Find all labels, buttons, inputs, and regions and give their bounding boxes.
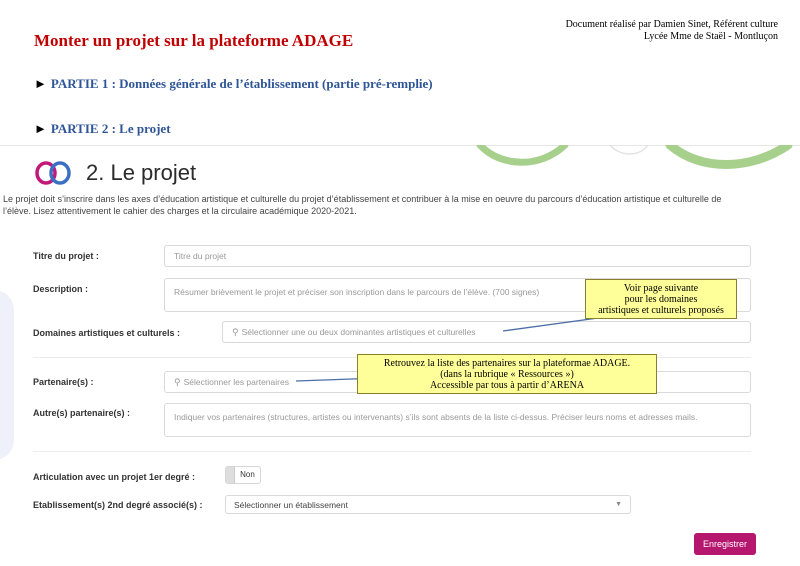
domaines-select[interactable] bbox=[222, 321, 751, 343]
arrow-icon: ► bbox=[34, 76, 47, 91]
credit-line-1: Document réalisé par Damien Sinet, Référent culture bbox=[565, 19, 778, 30]
section-title: 2. Le projet bbox=[86, 160, 197, 185]
search-icon: ⚲ bbox=[232, 326, 239, 337]
titre-placeholder: Titre du projet bbox=[174, 251, 227, 261]
partenaires-label: Partenaire(s) : bbox=[33, 377, 94, 387]
domaines-label: Domaines artistiques et culturels : bbox=[33, 328, 181, 338]
callout-domaines-line-1: Voir page suivante bbox=[623, 283, 699, 294]
callout-partenaires bbox=[357, 354, 657, 394]
part-2-label: PARTIE 2 : Le projet bbox=[50, 121, 171, 136]
decorative-swoosh-icon bbox=[470, 145, 800, 175]
callout-domaines-line-3: artistiques et culturels proposés bbox=[598, 305, 724, 316]
callout-domaines bbox=[585, 279, 737, 319]
partenaires-placeholder: Sélectionner les partenaires bbox=[183, 377, 289, 387]
toggle-knob bbox=[226, 467, 235, 483]
etablissements-label: Etablissement(s) 2nd degré associé(s) : bbox=[33, 500, 203, 510]
intro-line-1: Le projet doit s’inscrire dans les axes d’éducation artistique et culturelle du projet d’établissement et contribuer à la mise en oeuvre du parcours d’éducation artistique et culturelle de bbox=[3, 194, 722, 204]
adage-logo-icon bbox=[34, 160, 74, 186]
arrow-icon: ► bbox=[34, 121, 47, 136]
etablissements-select[interactable] bbox=[225, 495, 631, 514]
search-icon: ⚲ bbox=[174, 376, 181, 387]
titre-label: Titre du projet : bbox=[33, 251, 99, 261]
description-placeholder: Résumer brièvement le projet et préciser son inscription dans le parcours de l’élève. (700 signes) bbox=[174, 287, 540, 297]
document-credit bbox=[566, 19, 778, 43]
part-1-label: PARTIE 1 : Données générale de l’établissement (partie pré-remplie) bbox=[50, 76, 433, 91]
part-2-heading bbox=[34, 121, 171, 137]
domaines-placeholder: Sélectionner une ou deux dominantes artistiques et culturelles bbox=[241, 327, 476, 337]
chevron-down-icon: ▼ bbox=[615, 501, 622, 508]
credit-line-2: Lycée Mme de Staël - Montluçon bbox=[643, 31, 778, 42]
articulation-label: Articulation avec un projet 1er degré : bbox=[33, 472, 196, 482]
document-title: Monter un projet sur la plateforme ADAGE bbox=[34, 31, 354, 50]
autres-partenaires-placeholder: Indiquer vos partenaires (structures, artistes ou intervenants) s’ils sont absents de la liste ci-dessus. Préciser leurs noms et adresses mails. bbox=[174, 412, 698, 422]
callout-domaines-line-2: pour les domaines bbox=[624, 294, 698, 305]
callout-partenaires-line-1: Retrouvez la liste des partenaires sur la plateformae ADAGE. bbox=[383, 358, 631, 369]
part-1-heading bbox=[34, 76, 433, 92]
autres-partenaires-label: Autre(s) partenaire(s) : bbox=[33, 408, 131, 418]
section-intro bbox=[3, 193, 793, 217]
titre-input[interactable] bbox=[164, 245, 751, 267]
divider bbox=[33, 451, 751, 452]
description-label: Description : bbox=[33, 284, 89, 294]
intro-line-2: l’élève. Lisez attentivement le cahier des charges et la circulaire académique 2020-2021. bbox=[3, 206, 357, 216]
callout-partenaires-line-2: (dans la rubrique « Ressources ») bbox=[440, 369, 574, 380]
etablissements-value: Sélectionner un établissement bbox=[234, 499, 348, 510]
articulation-toggle[interactable] bbox=[225, 466, 261, 484]
save-button[interactable]: Enregistrer bbox=[694, 533, 756, 555]
callout-partenaires-line-3: Accessible par tous à partir d’ARENA bbox=[429, 380, 585, 391]
decorative-side-shape bbox=[0, 290, 14, 460]
autres-partenaires-textarea[interactable] bbox=[164, 403, 751, 437]
toggle-value: Non bbox=[240, 470, 255, 479]
